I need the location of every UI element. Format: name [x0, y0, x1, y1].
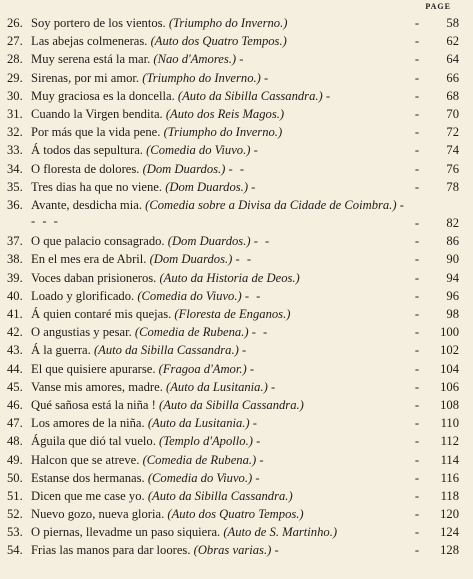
- entry-source-work: (Auto da Historia de Deos.): [159, 270, 300, 285]
- entry-page-number: 76: [446, 161, 459, 176]
- leader-dash: -: [414, 70, 420, 85]
- entry-text: [31, 360, 411, 378]
- dot-leaders: -: [251, 179, 258, 194]
- entry-text: [31, 69, 411, 87]
- dot-leaders: -: [259, 452, 266, 467]
- entry-text: [31, 396, 411, 414]
- entry-title: Voces daban prisioneros.: [31, 270, 157, 285]
- leader-dash: -: [414, 416, 420, 431]
- entry-page-number: 108: [440, 397, 459, 412]
- leader-dash: -: [414, 252, 420, 267]
- entry-source-work: (Triumpho do Inverno.): [142, 70, 261, 85]
- leader-dash: -: [414, 343, 420, 358]
- entry-page-number: 100: [440, 325, 459, 340]
- toc-entry: [0, 341, 473, 359]
- entry-source-work: (Auto da Sibilla Cassandra.): [177, 88, 323, 103]
- entry-source-work: (Floresta de Enganos.): [174, 307, 291, 322]
- toc-entry: [0, 160, 473, 178]
- entry-text: [31, 414, 411, 432]
- dot-leaders: - -: [251, 325, 270, 340]
- leader-dash: -: [414, 16, 420, 30]
- entry-number: 42.: [7, 325, 23, 340]
- leader-dash: -: [414, 179, 420, 194]
- entry-source-work: (Comedia do Viuvo.): [146, 143, 251, 158]
- leader-dash: -: [414, 507, 420, 522]
- entry-page-number: 104: [440, 361, 459, 376]
- entry-text: [31, 305, 411, 323]
- entry-text: [31, 14, 411, 32]
- entry-page-number: 116: [440, 470, 459, 485]
- entry-source-work: (Auto dos Reis Magos.): [165, 106, 285, 121]
- entry-page-number: 82: [446, 216, 459, 231]
- page-column-header: PAGE: [425, 2, 451, 11]
- dot-leaders: -: [264, 70, 271, 85]
- leader-dash: -: [414, 361, 420, 376]
- entry-text: [31, 451, 411, 469]
- dot-leaders: -: [253, 143, 260, 158]
- toc-entry: [0, 305, 473, 323]
- entry-title: Loado y glorificado.: [31, 288, 135, 303]
- entry-number: 41.: [7, 307, 23, 322]
- entry-text: [31, 123, 411, 141]
- toc-entry: [0, 396, 473, 414]
- entry-page-number: 72: [446, 125, 459, 140]
- toc-entry: [0, 123, 473, 141]
- dot-leaders: -: [256, 434, 263, 449]
- entry-number: 35.: [7, 179, 23, 194]
- entry-number: 32.: [7, 125, 23, 140]
- leader-dash: -: [414, 125, 420, 140]
- entry-source-work: (Auto da Lusitania.): [147, 416, 250, 431]
- dot-leaders: -: [274, 543, 281, 558]
- toc-entry: [0, 323, 473, 341]
- entry-title: Estanse dos hermanas.: [31, 470, 145, 485]
- entry-number: 43.: [7, 343, 23, 358]
- leader-dash: -: [414, 379, 420, 394]
- entry-page-number: 62: [446, 34, 459, 49]
- entry-text: [31, 323, 411, 341]
- entry-page-number: 58: [446, 16, 459, 30]
- entry-title: Sirenas, por mi amor.: [31, 70, 140, 85]
- leader-dash: -: [414, 161, 420, 176]
- entry-number: 36.: [7, 197, 23, 212]
- dot-leaders: - -: [228, 161, 247, 176]
- entry-page-number: 112: [440, 434, 459, 449]
- toc-entry: [0, 50, 473, 68]
- entry-number: 49.: [7, 452, 23, 467]
- entry-source-work: (Auto de S. Martinho.): [223, 525, 338, 540]
- entry-source-work: (Nao d'Amores.): [153, 52, 237, 67]
- toc-entry: [0, 105, 473, 123]
- entry-number: 28.: [7, 52, 23, 67]
- entry-number: 38.: [7, 252, 23, 267]
- entry-number: 51.: [7, 488, 23, 503]
- dot-leaders: -: [241, 343, 249, 358]
- entry-text: [31, 32, 411, 50]
- dot-leaders: - -: [244, 288, 263, 303]
- entry-source-work: (Comedia do Viuvo.): [147, 470, 253, 485]
- entry-source-work: (Dom Duardos.): [165, 179, 249, 194]
- entry-title: Qué sañosa está la niña !: [31, 397, 156, 412]
- entry-text: [31, 341, 411, 359]
- entry-page-number: 74: [446, 143, 459, 158]
- entry-page-number: 128: [440, 543, 459, 558]
- entry-source-work: (Comedia do Viuvo.): [137, 288, 242, 303]
- entry-source-work: (Fragoa d'Amor.): [158, 361, 247, 376]
- entry-page-number: 94: [446, 270, 459, 285]
- entry-title: Muy serena está la mar.: [31, 52, 151, 67]
- entry-number: 26.: [7, 16, 23, 30]
- entry-title: Vanse mis amores, madre.: [31, 379, 163, 394]
- entry-title: Los amores de la niña.: [31, 416, 145, 431]
- entry-title: Á todos das sepultura.: [31, 143, 143, 158]
- entry-text: [31, 250, 411, 268]
- entry-title: Nuevo gozo, nueva gloria.: [31, 507, 165, 522]
- dot-leaders: -: [270, 379, 278, 394]
- toc-entry: [0, 414, 473, 432]
- entry-page-number: 86: [446, 234, 459, 249]
- entry-source-work: (Triumpho do Inverno.): [168, 16, 288, 30]
- toc-entry: [0, 14, 473, 32]
- entry-number: 34.: [7, 161, 23, 176]
- entry-title: Las abejas colmeneras.: [31, 34, 148, 49]
- entry-title: O que palacio consagrado.: [31, 234, 165, 249]
- leader-dash: -: [414, 34, 420, 49]
- toc-entry: [0, 432, 473, 450]
- entry-text: [31, 178, 411, 196]
- entry-number: 30.: [7, 88, 23, 103]
- entry-number: 53.: [7, 525, 23, 540]
- entry-text: [31, 141, 411, 159]
- toc-entry: [0, 469, 473, 487]
- toc-entry: [0, 505, 473, 523]
- toc-entry: [0, 287, 473, 305]
- entry-title: El que quisiere apurarse.: [31, 361, 156, 376]
- entry-number: 27.: [7, 34, 23, 49]
- toc-entry: [0, 178, 473, 196]
- entry-page-number: 90: [446, 252, 459, 267]
- entry-page-number: 118: [440, 488, 459, 503]
- entry-number: 50.: [7, 470, 23, 485]
- entry-title: Tres dias ha que no viene.: [31, 179, 163, 194]
- dot-leaders: - -: [235, 252, 254, 267]
- entry-title: Á quien contaré mis quejas.: [31, 307, 172, 322]
- entry-page-number: 78: [446, 179, 459, 194]
- entry-title: Muy graciosa es la doncella.: [31, 88, 175, 103]
- toc-entry: [0, 269, 473, 287]
- entry-text: [31, 87, 411, 105]
- entry-source-work: (Comedia sobre a Divisa da Cidade de Coimbra.): [145, 197, 397, 212]
- entry-title: Soy portero de los vientos.: [31, 16, 166, 30]
- entry-number: 46.: [7, 397, 23, 412]
- entry-title: En el mes era de Abril.: [31, 252, 147, 267]
- entry-number: 29.: [7, 70, 23, 85]
- entry-page-number: 106: [440, 379, 459, 394]
- toc-entry: [0, 141, 473, 159]
- entry-number: 40.: [7, 288, 23, 303]
- entry-text: [31, 432, 411, 450]
- entry-title: Por más que la vida pene.: [31, 125, 161, 140]
- entry-title: Avante, desdicha mia.: [31, 197, 142, 212]
- toc-entry: [0, 69, 473, 87]
- entry-title: Dicen que me case yo.: [31, 488, 145, 503]
- leader-dash: -: [414, 470, 420, 485]
- entry-source-work: (Dom Duardos.): [149, 252, 233, 267]
- leader-dash: -: [414, 143, 420, 158]
- entry-source-work: (Comedia de Rubena.): [142, 452, 257, 467]
- toc-entry: [0, 32, 473, 50]
- leader-dash: -: [414, 325, 420, 340]
- entry-source-work: (Auto da Lusitania.): [166, 379, 268, 394]
- entry-number: 47.: [7, 416, 23, 431]
- entry-title: Frias las manos para dar loores.: [31, 543, 191, 558]
- entry-page-number: 64: [446, 52, 459, 67]
- dot-leaders: -: [239, 52, 246, 67]
- leader-dash: -: [414, 288, 420, 303]
- toc-entry: [0, 487, 473, 505]
- leader-dash: -: [414, 216, 420, 231]
- toc-entry: [0, 87, 473, 105]
- entry-title: Águila que dió tal vuelo.: [31, 434, 156, 449]
- dot-leaders: -: [252, 416, 259, 431]
- entry-source-work: (Triumpho do Inverno.): [163, 125, 283, 140]
- entry-number: 39.: [7, 270, 23, 285]
- entry-page-number: 66: [446, 70, 459, 85]
- entry-page-number: 124: [440, 525, 459, 540]
- leader-dash: -: [414, 543, 420, 558]
- entry-text: [31, 505, 411, 523]
- leader-dash: -: [414, 88, 420, 103]
- entry-number: 33.: [7, 143, 23, 158]
- leader-dash: -: [414, 52, 420, 67]
- toc-entry: [0, 523, 473, 541]
- entry-source-work: (Dom Duardos.): [167, 234, 251, 249]
- entry-text: [31, 541, 411, 559]
- entry-page-number: 114: [440, 452, 459, 467]
- entry-text: [31, 50, 411, 68]
- entry-source-work: (Auto dos Quatro Tempos.): [167, 507, 304, 522]
- entry-source-work: (Templo d'Apollo.): [159, 434, 253, 449]
- entry-title: O piernas, llevadme un paso siquiera.: [31, 525, 221, 540]
- dot-leaders: - - - -: [31, 197, 406, 228]
- entry-page-number: 68: [446, 88, 459, 103]
- entry-number: 44.: [7, 361, 23, 376]
- entry-source-work: (Auto da Sibilla Cassandra.): [93, 343, 239, 358]
- table-of-contents: [0, 14, 473, 560]
- entry-source-work: (Auto dos Quatro Tempos.): [150, 34, 287, 49]
- toc-entry: [0, 360, 473, 378]
- entry-page-number: 70: [446, 106, 459, 121]
- toc-entry: [0, 196, 473, 232]
- toc-entry: [0, 232, 473, 250]
- entry-page-number: 120: [440, 507, 459, 522]
- leader-dash: -: [414, 525, 420, 540]
- entry-text: [31, 160, 411, 178]
- leader-dash: -: [414, 434, 420, 449]
- leader-dash: -: [414, 307, 420, 322]
- toc-entry: [0, 451, 473, 469]
- entry-source-work: (Dom Duardos.): [142, 161, 226, 176]
- toc-entry: [0, 541, 473, 559]
- leader-dash: -: [414, 234, 420, 249]
- entry-title: Halcon que se atreve.: [31, 452, 140, 467]
- entry-text: [31, 487, 411, 505]
- entry-number: 54.: [7, 543, 23, 558]
- toc-entry: [0, 378, 473, 396]
- entry-source-work: (Comedia de Rubena.): [134, 325, 249, 340]
- entry-page-number: 98: [446, 307, 459, 322]
- entry-text: [31, 269, 411, 287]
- entry-text: [31, 469, 411, 487]
- entry-page-number: 102: [440, 343, 459, 358]
- dot-leaders: - -: [253, 234, 272, 249]
- entry-number: 45.: [7, 379, 23, 394]
- dot-leaders: -: [325, 88, 333, 103]
- entry-source-work: (Auto da Sibilla Cassandra.): [159, 397, 304, 412]
- dot-leaders: -: [255, 470, 262, 485]
- entry-text: [31, 105, 411, 123]
- entry-text: [31, 232, 411, 250]
- entry-number: 48.: [7, 434, 23, 449]
- leader-dash: -: [414, 488, 420, 503]
- leader-dash: -: [414, 106, 420, 121]
- entry-number: 52.: [7, 507, 23, 522]
- entry-number: 37.: [7, 234, 23, 249]
- entry-title: O floresta de dolores.: [31, 161, 140, 176]
- entry-text: [31, 287, 411, 305]
- entry-source-work: (Obras varias.): [193, 543, 272, 558]
- entry-title: O angustias y pesar.: [31, 325, 132, 340]
- entry-page-number: 96: [446, 288, 459, 303]
- leader-dash: -: [414, 452, 420, 467]
- entry-title: Cuando la Virgen bendita.: [31, 106, 163, 121]
- entry-text: [31, 197, 411, 229]
- entry-page-number: 110: [440, 416, 459, 431]
- leader-dash: -: [414, 397, 420, 412]
- entry-title: Á la guerra.: [31, 343, 91, 358]
- entry-number: 31.: [7, 106, 23, 121]
- toc-entry: [0, 250, 473, 268]
- leader-dash: -: [414, 270, 420, 285]
- entry-text: [31, 523, 411, 541]
- entry-source-work: (Auto da Sibilla Cassandra.): [147, 488, 293, 503]
- dot-leaders: -: [249, 361, 257, 376]
- entry-text: [31, 378, 411, 396]
